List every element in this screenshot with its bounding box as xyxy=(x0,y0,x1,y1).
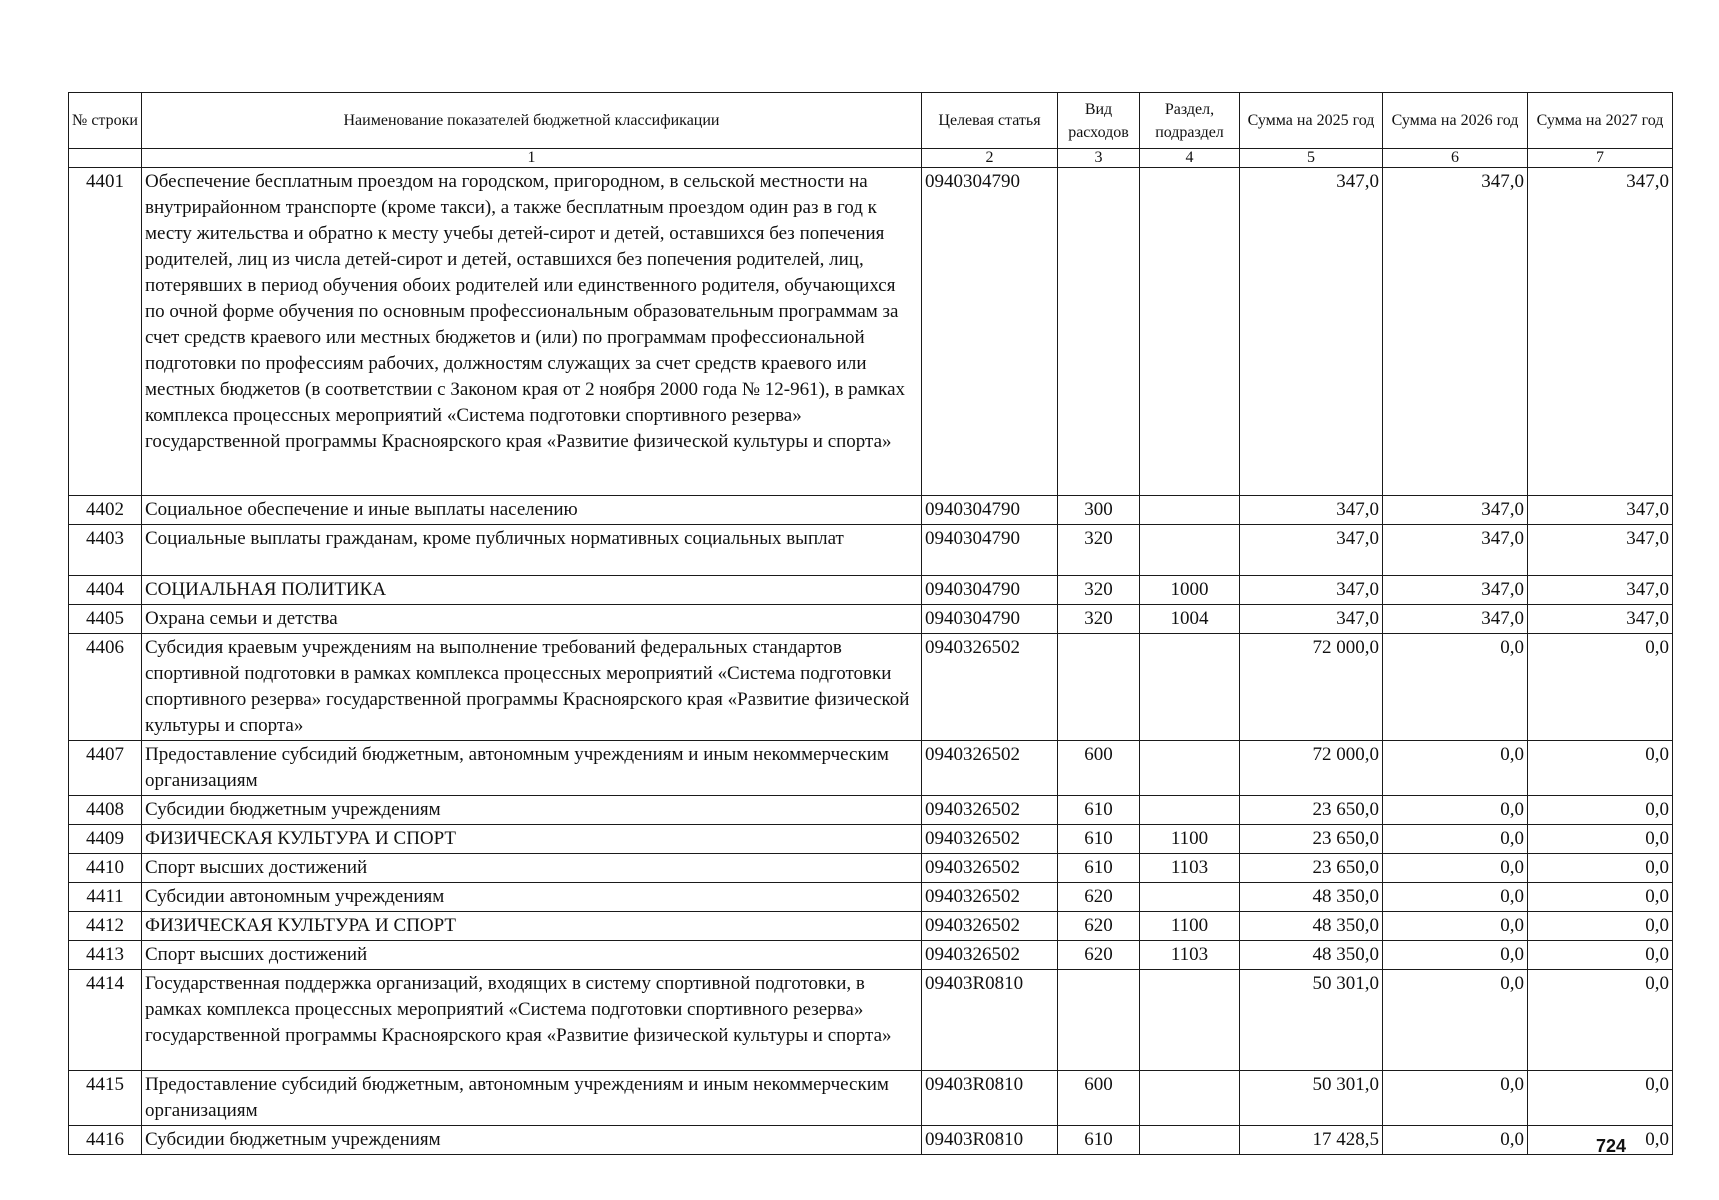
row-name: Социальное обеспечение и иные выплаты населению xyxy=(142,496,922,525)
row-expense-type: 300 xyxy=(1058,496,1140,525)
table-row xyxy=(69,970,1673,1071)
row-expense-type: 320 xyxy=(1058,605,1140,634)
row-sum-2027: 0,0 xyxy=(1528,1126,1673,1155)
table-row xyxy=(69,605,1673,634)
row-sum-2025: 23 650,0 xyxy=(1240,825,1383,854)
row-sum-2025: 23 650,0 xyxy=(1240,796,1383,825)
row-name: Субсидии бюджетным учреждениям xyxy=(142,796,922,825)
row-sum-2025: 48 350,0 xyxy=(1240,912,1383,941)
column-number xyxy=(69,149,142,168)
row-name: СОЦИАЛЬНАЯ ПОЛИТИКА xyxy=(142,576,922,605)
row-target: 0940326502 xyxy=(922,883,1058,912)
row-section xyxy=(1140,496,1240,525)
row-sum-2025: 347,0 xyxy=(1240,496,1383,525)
budget-table xyxy=(68,92,1673,1155)
row-sum-2027: 0,0 xyxy=(1528,883,1673,912)
row-sum-2026: 0,0 xyxy=(1383,970,1528,1071)
row-expense-type: 320 xyxy=(1058,525,1140,576)
budget-sheet xyxy=(68,92,1672,1155)
row-sum-2025: 48 350,0 xyxy=(1240,941,1383,970)
row-name: Государственная поддержка организаций, входящих в систему спортивной подготовки, в рамках комплекса процессных мероприятий «Система подготовки спортивного резерва» государственной программы Красноярского края «Развитие физической культуры и спорта» xyxy=(142,970,922,1071)
row-sum-2026: 0,0 xyxy=(1383,883,1528,912)
row-target: 0940304790 xyxy=(922,576,1058,605)
table-row xyxy=(69,525,1673,576)
header-sum-2025: Сумма на 2025 год xyxy=(1240,93,1383,149)
row-sum-2027: 0,0 xyxy=(1528,741,1673,796)
row-sum-2026: 347,0 xyxy=(1383,605,1528,634)
row-sum-2025: 50 301,0 xyxy=(1240,970,1383,1071)
row-target: 0940326502 xyxy=(922,825,1058,854)
row-name: ФИЗИЧЕСКАЯ КУЛЬТУРА И СПОРТ xyxy=(142,825,922,854)
table-header-row xyxy=(69,93,1673,149)
row-number: 4410 xyxy=(69,854,142,883)
row-section xyxy=(1140,525,1240,576)
header-row-no: № строки xyxy=(69,93,142,149)
row-number: 4416 xyxy=(69,1126,142,1155)
row-expense-type: 620 xyxy=(1058,883,1140,912)
row-sum-2025: 347,0 xyxy=(1240,576,1383,605)
row-expense-type: 610 xyxy=(1058,796,1140,825)
header-expense-type: Вид расходов xyxy=(1058,93,1140,149)
row-expense-type: 600 xyxy=(1058,741,1140,796)
row-name: Субсидии бюджетным учреждениям xyxy=(142,1126,922,1155)
row-target: 0940304790 xyxy=(922,168,1058,496)
row-target: 09403R0810 xyxy=(922,1126,1058,1155)
row-expense-type: 620 xyxy=(1058,912,1140,941)
table-row xyxy=(69,634,1673,741)
row-target: 0940304790 xyxy=(922,605,1058,634)
column-numbers-row xyxy=(69,149,1673,168)
row-name: Предоставление субсидий бюджетным, автономным учреждениям и иным некоммерческим организациям xyxy=(142,1071,922,1126)
row-section xyxy=(1140,796,1240,825)
row-section xyxy=(1140,1071,1240,1126)
row-number: 4403 xyxy=(69,525,142,576)
column-number: 3 xyxy=(1058,149,1140,168)
row-sum-2025: 48 350,0 xyxy=(1240,883,1383,912)
row-sum-2025: 347,0 xyxy=(1240,525,1383,576)
column-number: 6 xyxy=(1383,149,1528,168)
row-sum-2027: 0,0 xyxy=(1528,970,1673,1071)
row-expense-type: 620 xyxy=(1058,941,1140,970)
table-row xyxy=(69,1126,1673,1155)
row-sum-2027: 0,0 xyxy=(1528,854,1673,883)
row-section: 1100 xyxy=(1140,912,1240,941)
row-target: 09403R0810 xyxy=(922,1071,1058,1126)
row-sum-2025: 17 428,5 xyxy=(1240,1126,1383,1155)
table-row xyxy=(69,496,1673,525)
column-number: 2 xyxy=(922,149,1058,168)
row-sum-2026: 347,0 xyxy=(1383,496,1528,525)
row-section: 1004 xyxy=(1140,605,1240,634)
row-target: 0940326502 xyxy=(922,941,1058,970)
row-sum-2026: 347,0 xyxy=(1383,576,1528,605)
row-expense-type xyxy=(1058,634,1140,741)
row-sum-2026: 347,0 xyxy=(1383,168,1528,496)
header-sum-2026: Сумма на 2026 год xyxy=(1383,93,1528,149)
table-row xyxy=(69,168,1673,496)
row-name: ФИЗИЧЕСКАЯ КУЛЬТУРА И СПОРТ xyxy=(142,912,922,941)
row-section: 1100 xyxy=(1140,825,1240,854)
column-number: 1 xyxy=(142,149,922,168)
row-expense-type xyxy=(1058,168,1140,496)
table-row xyxy=(69,912,1673,941)
table-row xyxy=(69,1071,1673,1126)
header-sum-2027: Сумма на 2027 год xyxy=(1528,93,1673,149)
row-name: Социальные выплаты гражданам, кроме публичных нормативных социальных выплат xyxy=(142,525,922,576)
row-number: 4406 xyxy=(69,634,142,741)
row-number: 4412 xyxy=(69,912,142,941)
row-number: 4411 xyxy=(69,883,142,912)
row-target: 0940326502 xyxy=(922,796,1058,825)
row-section: 1000 xyxy=(1140,576,1240,605)
row-sum-2026: 0,0 xyxy=(1383,1071,1528,1126)
row-name: Предоставление субсидий бюджетным, автономным учреждениям и иным некоммерческим организациям xyxy=(142,741,922,796)
row-sum-2026: 0,0 xyxy=(1383,1126,1528,1155)
row-sum-2025: 72 000,0 xyxy=(1240,634,1383,741)
row-section: 1103 xyxy=(1140,854,1240,883)
header-section: Раздел, подраздел xyxy=(1140,93,1240,149)
row-number: 4413 xyxy=(69,941,142,970)
column-number: 4 xyxy=(1140,149,1240,168)
row-sum-2025: 50 301,0 xyxy=(1240,1071,1383,1126)
header-target: Целевая статья xyxy=(922,93,1058,149)
row-sum-2027: 347,0 xyxy=(1528,496,1673,525)
row-section xyxy=(1140,970,1240,1071)
row-number: 4404 xyxy=(69,576,142,605)
row-sum-2027: 0,0 xyxy=(1528,796,1673,825)
row-number: 4402 xyxy=(69,496,142,525)
row-sum-2026: 0,0 xyxy=(1383,825,1528,854)
row-number: 4401 xyxy=(69,168,142,496)
table-row xyxy=(69,576,1673,605)
row-sum-2027: 347,0 xyxy=(1528,605,1673,634)
row-section xyxy=(1140,634,1240,741)
row-sum-2026: 0,0 xyxy=(1383,634,1528,741)
row-section xyxy=(1140,883,1240,912)
row-sum-2027: 347,0 xyxy=(1528,168,1673,496)
table-row xyxy=(69,941,1673,970)
row-target: 0940326502 xyxy=(922,912,1058,941)
row-section xyxy=(1140,168,1240,496)
row-sum-2026: 0,0 xyxy=(1383,912,1528,941)
row-section xyxy=(1140,1126,1240,1155)
row-sum-2027: 347,0 xyxy=(1528,525,1673,576)
row-sum-2027: 0,0 xyxy=(1528,912,1673,941)
row-sum-2026: 0,0 xyxy=(1383,941,1528,970)
column-number: 5 xyxy=(1240,149,1383,168)
row-name: Субсидия краевым учреждениям на выполнение требований федеральных стандартов спортивной подготовки в рамках комплекса процессных мероприятий «Система подготовки спортивного резерва» государственной программы Красноярского края «Развитие физической культуры и спорта» xyxy=(142,634,922,741)
table-row xyxy=(69,796,1673,825)
row-number: 4414 xyxy=(69,970,142,1071)
row-sum-2027: 347,0 xyxy=(1528,576,1673,605)
row-sum-2025: 23 650,0 xyxy=(1240,854,1383,883)
row-number: 4405 xyxy=(69,605,142,634)
row-target: 0940326502 xyxy=(922,741,1058,796)
row-sum-2026: 0,0 xyxy=(1383,854,1528,883)
row-target: 0940304790 xyxy=(922,525,1058,576)
row-target: 0940326502 xyxy=(922,854,1058,883)
row-name: Спорт высших достижений xyxy=(142,941,922,970)
row-sum-2027: 0,0 xyxy=(1528,634,1673,741)
table-row xyxy=(69,825,1673,854)
row-name: Субсидии автономным учреждениям xyxy=(142,883,922,912)
row-name: Спорт высших достижений xyxy=(142,854,922,883)
row-expense-type: 320 xyxy=(1058,576,1140,605)
header-name: Наименование показателей бюджетной классификации xyxy=(142,93,922,149)
row-sum-2025: 72 000,0 xyxy=(1240,741,1383,796)
row-target: 0940326502 xyxy=(922,634,1058,741)
row-expense-type: 610 xyxy=(1058,1126,1140,1155)
row-number: 4415 xyxy=(69,1071,142,1126)
table-row xyxy=(69,854,1673,883)
row-sum-2025: 347,0 xyxy=(1240,168,1383,496)
page-number: 724 xyxy=(1596,1136,1627,1156)
row-sum-2027: 0,0 xyxy=(1528,825,1673,854)
row-target: 0940304790 xyxy=(922,496,1058,525)
row-target: 09403R0810 xyxy=(922,970,1058,1071)
row-expense-type: 600 xyxy=(1058,1071,1140,1126)
column-number: 7 xyxy=(1528,149,1673,168)
row-name: Охрана семьи и детства xyxy=(142,605,922,634)
row-sum-2026: 347,0 xyxy=(1383,525,1528,576)
row-sum-2026: 0,0 xyxy=(1383,796,1528,825)
row-section: 1103 xyxy=(1140,941,1240,970)
row-expense-type xyxy=(1058,970,1140,1071)
row-section xyxy=(1140,741,1240,796)
row-number: 4407 xyxy=(69,741,142,796)
row-number: 4408 xyxy=(69,796,142,825)
row-name: Обеспечение бесплатным проездом на городском, пригородном, в сельской местности на внутрирайонном транспорте (кроме такси), а также бесплатным проездом один раз в год к месту жительства и обратно к месту учебы детей-сирот и детей, оставшихся без попечения родителей, лиц из числа детей-сирот и детей, оставшихся без попечения родителей, лиц, потерявших в период обучения обоих родителей или единственного родителя, обучающихся по очной форме обучения по основным профессиональным образовательным программам за счет средств краевого или местных бюджетов и (или) по программам профессиональной подготовки по профессиям рабочих, должностям служащих за счет средств краевого или местных бюджетов (в соответствии с Законом края от 2 ноября 2000 года № 12-961), в рамках комплекса процессных мероприятий «Система подготовки спортивного резерва» государственной программы Красноярского края «Развитие физической культуры и спорта» xyxy=(142,168,922,496)
row-sum-2026: 0,0 xyxy=(1383,741,1528,796)
row-number: 4409 xyxy=(69,825,142,854)
row-sum-2025: 347,0 xyxy=(1240,605,1383,634)
table-row xyxy=(69,741,1673,796)
table-row xyxy=(69,883,1673,912)
row-sum-2027: 0,0 xyxy=(1528,1071,1673,1126)
row-expense-type: 610 xyxy=(1058,854,1140,883)
row-expense-type: 610 xyxy=(1058,825,1140,854)
row-sum-2027: 0,0 xyxy=(1528,941,1673,970)
